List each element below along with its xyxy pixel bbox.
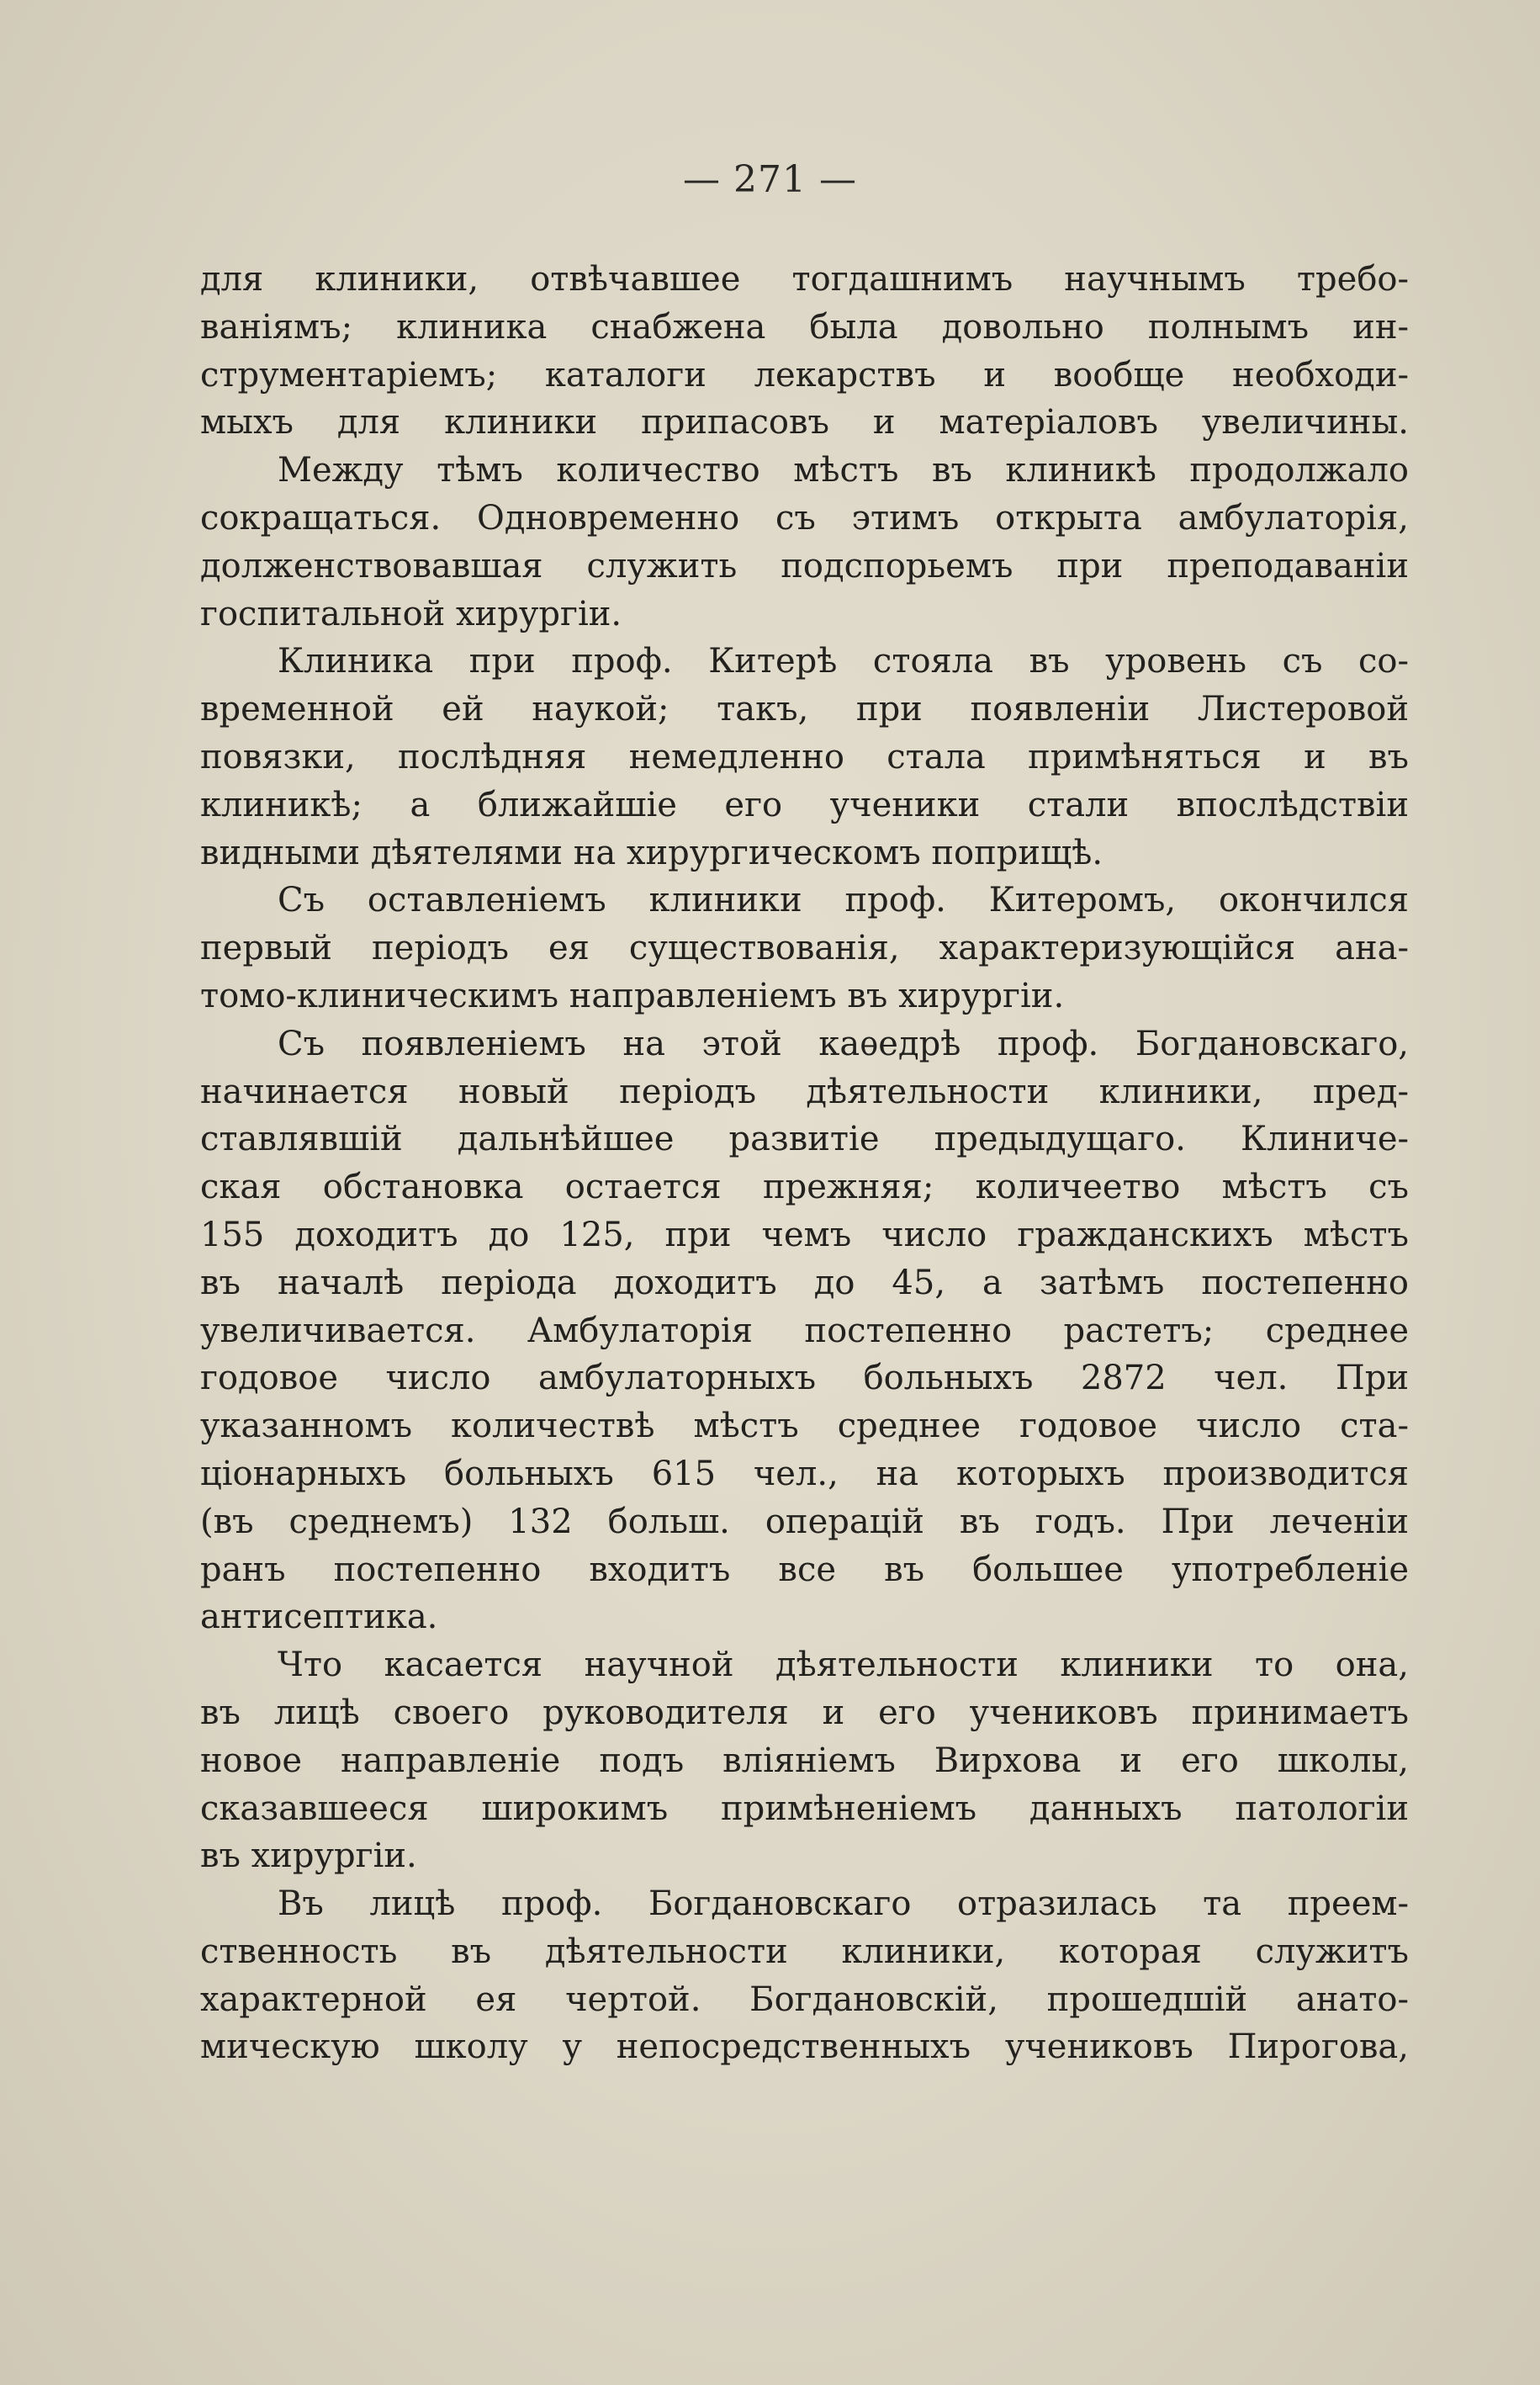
- text-line: Между тѣмъ количество мѣстъ въ клиникѣ продолжало: [278, 451, 1409, 490]
- text-line: госпитальной хирургіи.: [200, 594, 622, 633]
- text-line: ставлявшій дальнѣйшее развитіе предыдущаго. Клиниче-: [200, 1120, 1409, 1159]
- text-line: новое направленіе подъ вліяніемъ Вирхова и его школы,: [200, 1741, 1409, 1780]
- text-line: Въ лицѣ проф. Богдановскаго отразилась та преем-: [278, 1884, 1409, 1924]
- text-line: ранъ постепенно входитъ все въ большее употребленіе: [200, 1550, 1409, 1589]
- text-line: Съ появленіемъ на этой каѳедрѣ проф. Богдановскаго,: [278, 1024, 1409, 1063]
- text-line: указанномъ количествѣ мѣстъ среднее годовое число ста-: [200, 1407, 1409, 1446]
- text-line: характерной ея чертой. Богдановскій, прошедшій анато-: [200, 1980, 1409, 2019]
- text-line: въ лицѣ своего руководителя и его учениковъ принимаетъ: [200, 1693, 1409, 1732]
- paragraph: [200, 1880, 1409, 2071]
- text-line: сокращаться. Одновременно съ этимъ открыта амбулаторія,: [200, 498, 1409, 538]
- text-line: въ началѣ періода доходитъ до 45, а затѣмъ постепенно: [200, 1263, 1409, 1302]
- text-line: въ хирургіи.: [200, 1836, 417, 1876]
- paragraph: [200, 447, 1409, 638]
- paragraph: [200, 256, 1409, 447]
- text-line: антисептика.: [200, 1598, 438, 1637]
- text-line: годовое число амбулаторныхъ больныхъ 2872 чел. При: [200, 1359, 1409, 1398]
- text-line: ственность въ дѣятельности клиники, которая служитъ: [200, 1932, 1409, 1971]
- text-line: временной ей наукой; такъ, при появленіи Листеровой: [200, 690, 1409, 729]
- text-line: долженствовавшая служить подспорьемъ при преподаваніи: [200, 546, 1409, 586]
- paragraph: [200, 1641, 1409, 1880]
- text-line: Клиника при проф. Китерѣ стояла въ уровень съ со-: [278, 642, 1409, 681]
- text-line: для клиники, отвѣчавшее тогдашнимъ научнымъ требо-: [200, 260, 1409, 299]
- text-line: (въ среднемъ) 132 больш. операцій въ годъ. При леченіи: [200, 1502, 1409, 1541]
- body-text: [200, 256, 1409, 2071]
- text-line: увеличивается. Амбулаторія постепенно растетъ; среднее: [200, 1311, 1409, 1350]
- text-line: Что касается научной дѣятельности клиники то она,: [278, 1646, 1409, 1685]
- text-line: ваніямъ; клиника снабжена была довольно полнымъ ин-: [200, 307, 1409, 347]
- page-number: — 271 —: [683, 158, 857, 201]
- paragraph: [200, 877, 1409, 1020]
- text-line: начинается новый періодъ дѣятельности клиники, пред-: [200, 1072, 1409, 1111]
- text-line: 155 доходитъ до 125, при чемъ число гражданскихъ мѣстъ: [200, 1215, 1409, 1254]
- text-line: мическую школу у непосредственныхъ учениковъ Пирогова,: [200, 2027, 1409, 2067]
- text-line: клиникѣ; а ближайшіе его ученики стали впослѣдствіи: [200, 785, 1409, 824]
- text-line: сказавшееся широкимъ примѣненіемъ данныхъ патологіи: [200, 1789, 1409, 1828]
- text-line: струментаріемъ; каталоги лекарствъ и вообще необходи-: [200, 355, 1409, 395]
- text-line: томо-клиническимъ направленіемъ въ хирургіи.: [200, 976, 1065, 1015]
- text-line: видными дѣятелями на хирургическомъ поприщѣ.: [200, 833, 1103, 872]
- text-line: ская обстановка остается прежняя; количеетво мѣстъ съ: [200, 1168, 1409, 1207]
- text-line: мыхъ для клиники припасовъ и матеріаловъ увеличины.: [200, 403, 1409, 443]
- text-line: ціонарныхъ больныхъ 615 чел., на которыхъ производится: [200, 1454, 1409, 1493]
- paragraph: [200, 638, 1409, 877]
- text-line: повязки, послѣдняя немедленно стала примѣняться и въ: [200, 737, 1409, 776]
- text-line: Съ оставленіемъ клиники проф. Китеромъ, окончился: [278, 881, 1409, 920]
- paragraph: [200, 1020, 1409, 1641]
- text-line: первый періодъ ея существованія, характеризующійся ана-: [200, 929, 1409, 968]
